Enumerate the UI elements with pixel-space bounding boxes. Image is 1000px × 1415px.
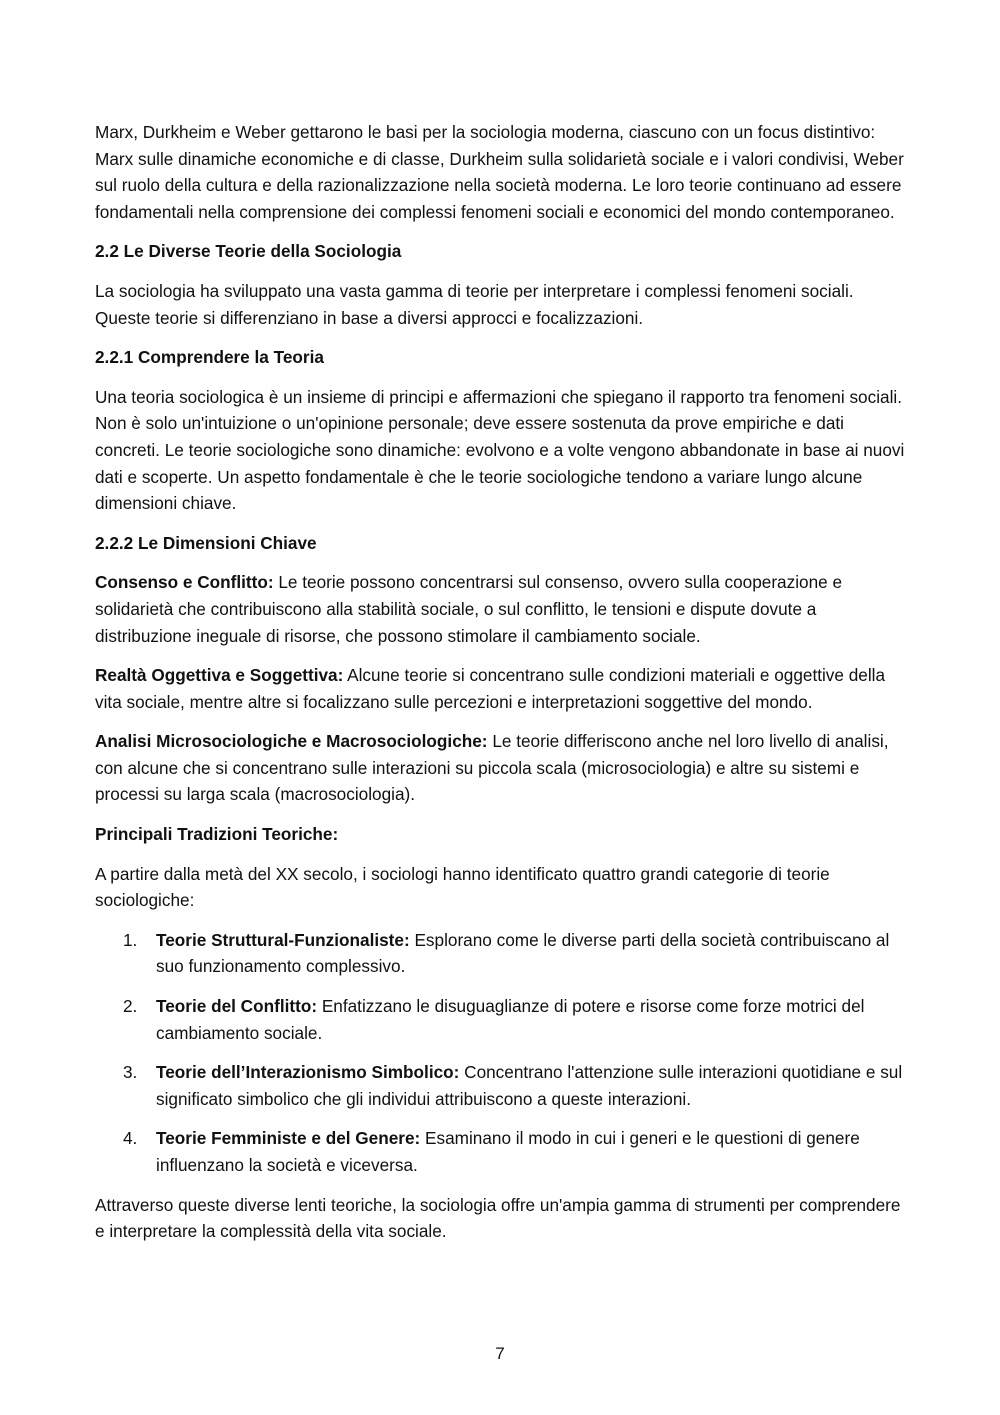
dimension-term: Consenso e Conflitto:: [95, 572, 274, 593]
dimension-text: Le teorie possono concentrarsi sul consenso, ovvero sulla cooperazione e solidarietà che contribuiscono alla stabilità sociale, o sul conflitto, le tensioni e dispute dovute a distribuzione ineguale di risorse, che possono stimolare il cambiamento sociale.: [95, 572, 843, 646]
document-page: [95, 119, 907, 1258]
list-item-term: Teorie Struttural-Funzionaliste:: [156, 929, 410, 950]
page-number: 7: [495, 1344, 505, 1363]
section-heading-2-2-2: 2.2.2 Le Dimensioni Chiave: [95, 532, 317, 553]
dimension-paragraph-reality: [95, 662, 907, 715]
section-heading-2-2: 2.2 Le Diverse Teorie della Sociologia: [95, 241, 402, 262]
traditions-intro-paragraph: A partire dalla metà del XX secolo, i sociologi hanno identificato quattro grandi categorie di teorie sociologiche:: [95, 863, 830, 911]
section-2-2-paragraph: La sociologia ha sviluppato una vasta gamma di teorie per interpretare i complessi fenomeni sociali. Queste teorie si differenziano in base a diversi approcci e focalizzazioni.: [95, 280, 854, 328]
list-item-term: Teorie del Conflitto:: [156, 996, 318, 1017]
list-item: [95, 1059, 907, 1112]
conclusion-paragraph: Attraverso queste diverse lenti teoriche, la sociologia offre un'ampia gamma di strumenti per comprendere e interpretare la complessità della vita sociale.: [95, 1194, 901, 1242]
list-item-text: Esplorano come le diverse parti della società contribuiscano al suo funzionamento complessivo.: [156, 929, 890, 977]
list-item: [95, 1125, 907, 1178]
list-item: [95, 993, 907, 1046]
dimension-term: Analisi Microsociologiche e Macrosociologiche:: [95, 731, 488, 752]
list-item-text: Concentrano l'attenzione sulle interazioni quotidiane e sul significato simbolico che gli individui attribuiscono a queste interazioni.: [156, 1062, 903, 1109]
section-heading-2-2-1: 2.2.1 Comprendere la Teoria: [95, 347, 324, 368]
list-item-number: 4.: [123, 1128, 138, 1149]
intro-paragraph: Marx, Durkheim e Weber gettarono le basi per la sociologia moderna, ciascuno con un focus distintivo: Marx sulle dinamiche economiche e di classe, Durkheim sulla solidarietà sociale e i valori condivisi, Weber sul ruolo della cultura e della razionalizzazione nella società moderna. Le loro teorie continuano ad essere fondamentali nella comprensione dei complessi fenomeni sociali e economici del mondo contemporaneo.: [95, 122, 904, 222]
traditions-heading: Principali Tradizioni Teoriche:: [95, 824, 339, 845]
list-item: [95, 927, 907, 980]
list-item-number: 1.: [123, 929, 138, 950]
traditions-list: [95, 927, 907, 1179]
list-item-term: Teorie dell’Interazionismo Simbolico:: [156, 1062, 460, 1083]
dimension-term: Realtà Oggettiva e Soggettiva:: [95, 665, 344, 686]
list-item-number: 2.: [123, 996, 138, 1017]
dimension-paragraph-analysis: [95, 728, 907, 808]
dimension-paragraph-consensus: [95, 569, 907, 649]
list-item-text: Enfatizzano le disuguaglianze di potere e risorse come forze motrici del cambiamento sociale.: [156, 996, 865, 1043]
dimension-text: Le teorie differiscono anche nel loro livello di analisi, con alcune che si concentrano sulle interazioni su piccola scala (microsociologia) e altre su sistemi e processi su larga scala (macrosociologia).: [95, 731, 889, 805]
dimension-text: Alcune teorie si concentrano sulle condizioni materiali e oggettive della vita sociale, mentre altre si focalizzano sulle percezioni e interpretazioni soggettive del mondo.: [95, 665, 886, 712]
list-item-term: Teorie Femministe e del Genere:: [156, 1128, 421, 1149]
list-item-text: Esaminano il modo in cui i generi e le questioni di genere influenzano la società e viceversa.: [156, 1128, 860, 1175]
list-item-number: 3.: [123, 1062, 138, 1083]
section-2-2-1-paragraph: Una teoria sociologica è un insieme di principi e affermazioni che spiegano il rapporto tra fenomeni sociali. Non è solo un'intuizione o un'opinione personale; deve essere sostenuta da prove empiriche e dati concreti. Le teorie sociologiche sono dinamiche: evolvono e a volte vengono abbandonate in base ai nuovi dati e scoperte. Un aspetto fondamentale è che le teorie sociologiche tendono a variare lungo alcune dimensioni chiave.: [95, 386, 905, 514]
